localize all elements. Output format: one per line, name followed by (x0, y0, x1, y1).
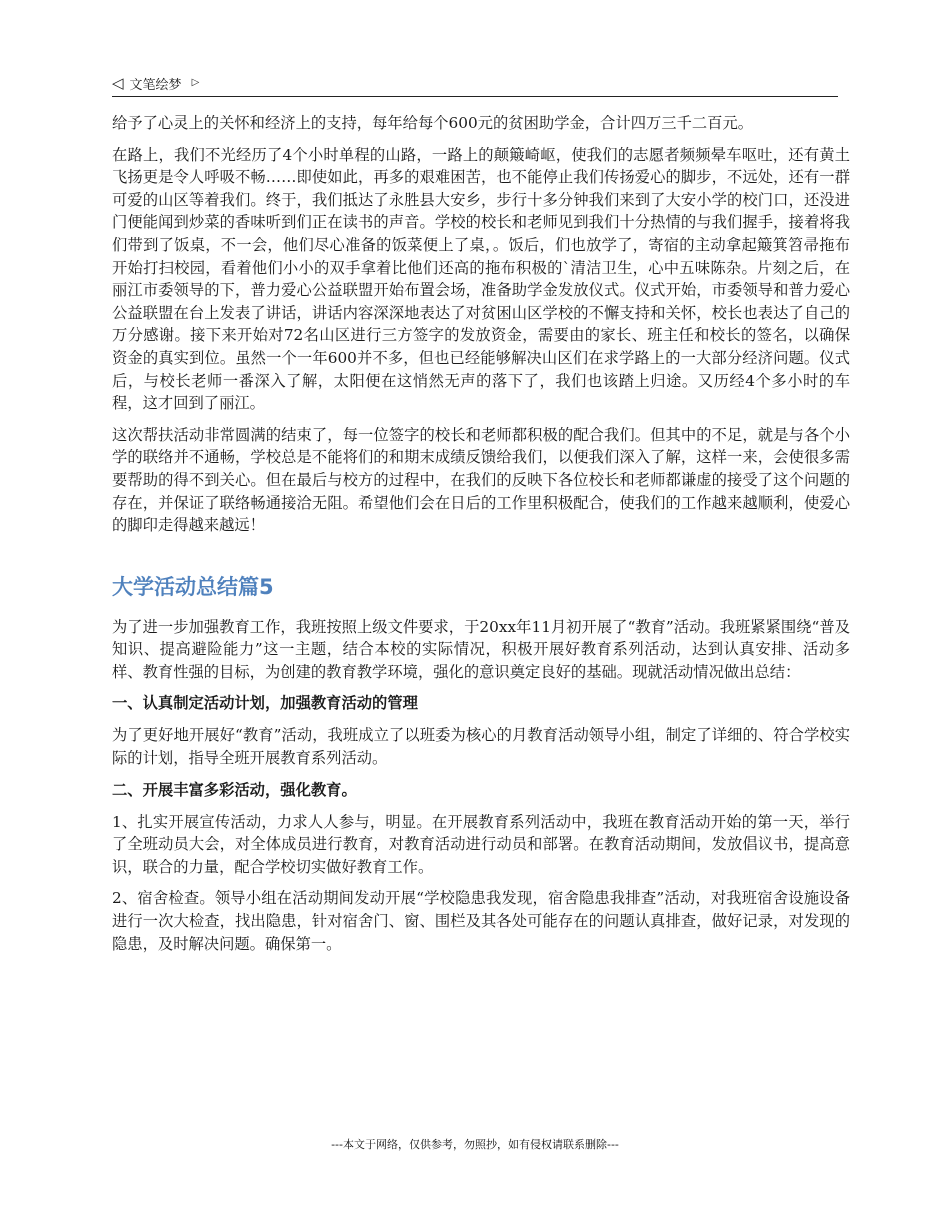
paragraph-plan: 为了更好地开展好“教育”活动，我班成立了以班委为核心的月教育活动领导小组，制定了详细的、符合学校实际的计划，指导全班开展教育系列活动。 (112, 726, 850, 768)
header-title: 文笔绘梦 (129, 77, 182, 93)
triangle-left-icon: ◁ (112, 73, 124, 92)
subheading-plan: 一、认真制定活动计划，加强教育活动的管理 (112, 694, 418, 713)
triangle-right-icon: ▷ (191, 77, 200, 88)
subheading-activities: 二、开展丰富多彩活动，强化教育。 (112, 780, 357, 799)
paragraph-continuation: 给予了心灵上的关怀和经济上的支持，每年给每个600元的贫困助学金，合计四万三千二百元。 (112, 114, 754, 132)
paragraph-item-1: 1、扎实开展宣传活动，力求人人参与，明显。在开展教育系列活动中，我班在教育活动开始的第一天，举行了全班动员大会，对全体成员进行教育，对教育活动进行动员和部署。在教育活动期间，发放倡议书，提高意识，联合的力量，配合学校切实做好教育工作。 (112, 812, 850, 876)
document-body (112, 112, 850, 964)
page-footer: ---本文于网络，仅供参考，勿照抄，如有侵权请联系删除--- (331, 1138, 619, 1151)
paragraph-intro: 为了进一步加强教育工作，我班按照上级文件要求，于20xx年11月初开展了“教育”活动。我班紧紧围绕“普及知识、提高避险能力”这一主题，结合本校的实际情况，积极开展好教育系列活动，达到认真安排、活动多样、教育性强的目标，为创建的教育教学环境，强化的意识奠定良好的基础。现就活动情况做出总结： (112, 617, 850, 681)
paragraph-item-2: 2、宿舍检查。领导小组在活动期间发动开展“学校隐患我发现，宿舍隐患我排查”活动，对我班宿舍设施设备进行一次大检查，找出隐患，针对宿舍门、窗、围栏及其各处可能存在的问题认真排查，做好记录，对发现的隐患，及时解决问题。确保第一。 (112, 889, 850, 953)
paragraph-conclusion: 这次帮扶活动非常圆满的结束了，每一位签字的校长和老师都积极的配合我们。但其中的不足，就是与各个小学的联络并不通畅，学校总是不能将们的和期末成绩反馈给我们，以便我们深入了解，这样一来，会使很多需要帮助的得不到关心。但在最后与校方的过程中，在我们的反映下各位校长和老师都谦虚的接受了这个问题的存在，并保证了联络畅通接洽无阻。希望他们会在日后的工作里积极配合，使我们的工作越来越顺利，使爱心的脚印走得越来越远！ (112, 425, 850, 535)
paragraph-journey: 在路上，我们不光经历了4个小时单程的山路，一路上的颠簸崎岖，使我们的志愿者频频晕车呕吐，还有黄土飞扬更是令人呼吸不畅……即使如此，再多的艰难困苦，也不能停止我们传扬爱心的脚步，不远处，还有一群可爱的山区等着我们。终于，我们抵达了永胜县大安乡，步行十多分钟我们来到了大安小学的校门口，还没进门便能闻到炒菜的香味听到们正在读书的声音。学校的校长和老师见到我们十分热情的与我们握手，接着将我们带到了饭桌，不一会，他们尽心准备的饭菜便上了桌，。饭后，们也放学了，寄宿的主动拿起簸箕笤帚拖布开始打扫校园，看着他们小小的双手拿着比他们还高的拖布积极的`清洁卫生，心中五味陈杂。片刻之后，在丽江市委领导的下，普力爱心公益联盟开始布置会场，准备助学金发放仪式。仪式开始，市委领导和普力爱心公益联盟在台上发表了讲话，讲话内容深深地表达了对贫困山区学校的不懈支持和关怀，校长也表达了自己的万分感谢。接下来开始对72名山区进行三方签字的发放资金，需要由的家长、班主任和校长的签名，以确保资金的真实到位。虽然一个一年600并不多，但也已经能够解决山区们在求学路上的一大部分经济问题。仪式后，与校长老师一番深入了解，太阳便在这悄然无声的落下了，我们也该踏上归途。又历经4个多小时的车程，这才回到了丽江。 (112, 145, 850, 413)
page-header (112, 70, 838, 97)
section-title: 大学活动总结篇5 (112, 574, 274, 599)
